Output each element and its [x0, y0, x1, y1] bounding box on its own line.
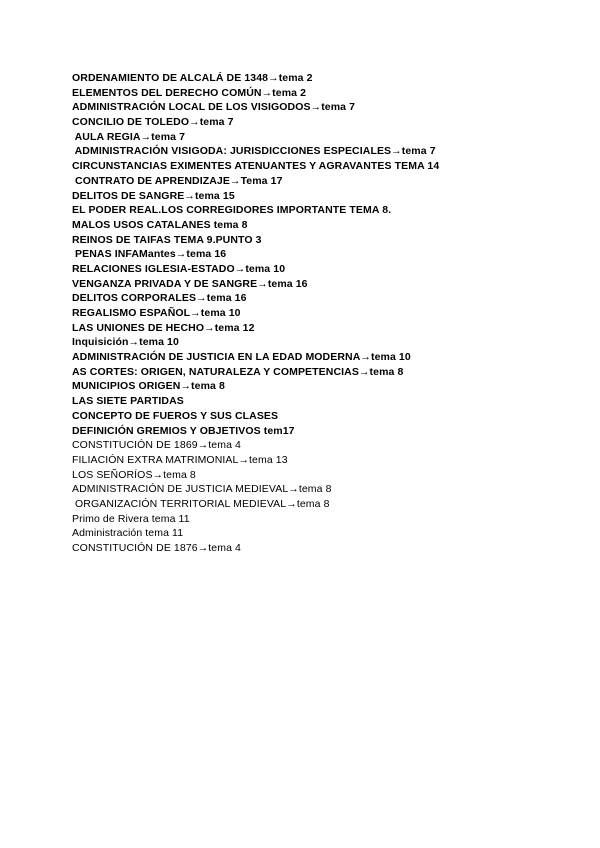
list-item: CIRCUNSTANCIAS EXIMENTES ATENUANTES Y AGRAVANTES TEMA 14 — [72, 160, 440, 173]
list-item: LAS SIETE PARTIDAS — [72, 395, 184, 408]
list-item: LAS UNIONES DE HECHO→tema 12 — [72, 321, 255, 334]
list-item: EL PODER REAL.LOS CORREGIDORES IMPORTANTE TEMA 8. — [72, 204, 392, 217]
list-item: ORDENAMIENTO DE ALCALÁ DE 1348→tema 2 — [72, 72, 313, 84]
list-item: MALOS USOS CATALANES tema 8 — [72, 218, 248, 231]
list-item: CONTRATO DE APRENDIZAJE→Tema 17 — [72, 174, 283, 187]
list-item: VENGANZA PRIVADA Y DE SANGRE→tema 16 — [72, 277, 308, 290]
list-item: CONCEPTO DE FUEROS Y SUS CLASES — [72, 409, 279, 422]
list-item: CONSTITUCIÓN DE 1869→tema 4 — [72, 439, 241, 452]
list-item: RELACIONES IGLESIA-ESTADO→tema 10 — [72, 262, 286, 275]
list-item: Inquisición→tema 10 — [72, 336, 179, 349]
list-item: LOS SEÑORÍOS→tema 8 — [72, 468, 196, 481]
list-item: REINOS DE TAIFAS TEMA 9.PUNTO 3 — [72, 233, 262, 246]
list-item: AULA REGIA→tema 7 — [72, 130, 186, 143]
list-item: Administración tema 11 — [72, 527, 184, 540]
list-item: ADMINISTRACIÓN DE JUSTICIA EN LA EDAD MODERNA→tema 10 — [72, 351, 411, 364]
list-item: PENAS INFAMantes→tema 16 — [72, 248, 227, 261]
list-item: ADMINISTRACIÓN LOCAL DE LOS VISIGODOS→tema 7 — [72, 101, 356, 114]
list-item: REGALISMO ESPAÑOL→tema 10 — [72, 307, 241, 319]
list-item: CONCILIO DE TOLEDO→tema 7 — [72, 116, 234, 129]
list-item: MUNICIPIOS ORIGEN→tema 8 — [72, 380, 225, 393]
list-item: AS CORTES: ORIGEN, NATURALEZA Y COMPETENCIAS→tema 8 — [72, 365, 404, 378]
list-item: ADMINISTRACIÓN VISIGODA: JURISDICCIONES ESPECIALES→tema 7 — [72, 145, 436, 158]
list-item: ADMINISTRACIÓN DE JUSTICIA MEDIEVAL→tema 8 — [72, 483, 332, 496]
list-item: ORGANIZACIÓN TERRITORIAL MEDIEVAL→tema 8 — [72, 497, 330, 510]
topic-list — [72, 71, 572, 556]
list-item: DEFINICIÓN GREMIOS Y OBJETIVOS tem17 — [72, 424, 295, 437]
list-item: ELEMENTOS DEL DERECHO COMÚN→tema 2 — [72, 86, 307, 99]
list-item: CONSTITUCIÓN DE 1876→tema 4 — [72, 542, 241, 554]
list-item: DELITOS CORPORALES→tema 16 — [72, 292, 247, 305]
list-item: DELITOS DE SANGRE→tema 15 — [72, 189, 235, 202]
list-item: FILIACIÓN EXTRA MATRIMONIAL→tema 13 — [72, 453, 288, 466]
list-item: Primo de Rivera tema 11 — [72, 512, 190, 525]
